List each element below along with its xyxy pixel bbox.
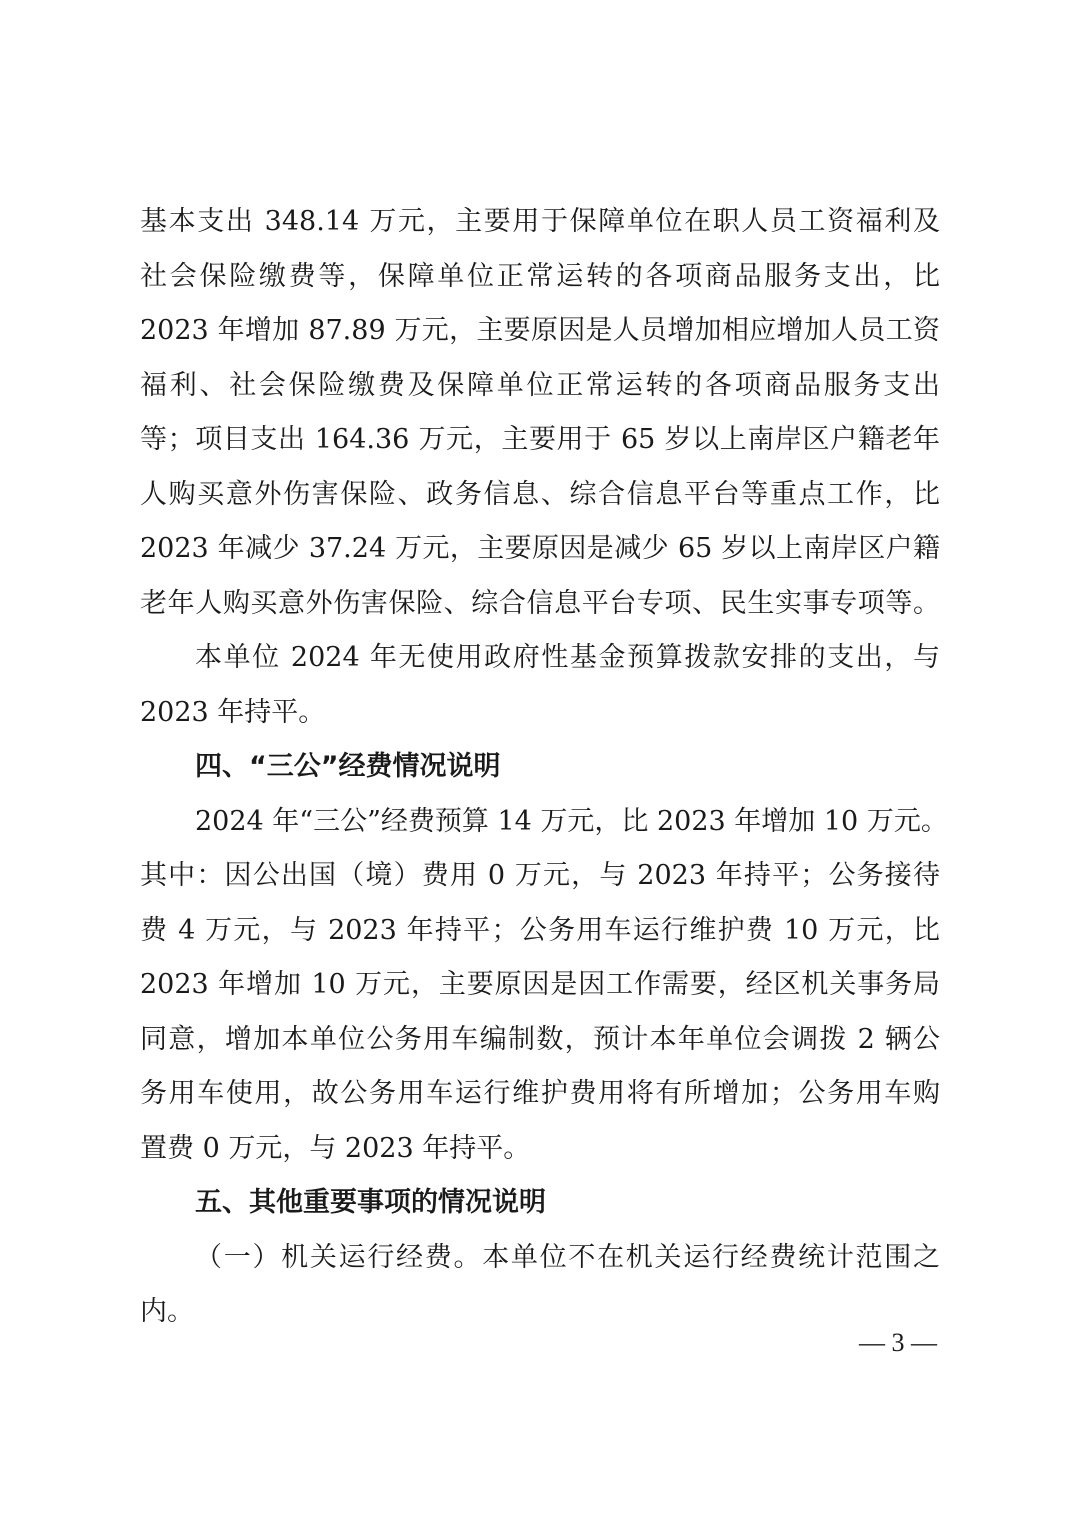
text-line: 2023 年持平。: [140, 696, 326, 728]
text-line: 其中：因公出国（境）费用 0 万元，与 2023 年持平；公务接待: [140, 860, 940, 891]
text-line: 福利、社会保险缴费及保障单位正常运转的各项商品服务支出: [140, 369, 940, 401]
text-line: 内。: [140, 1296, 194, 1327]
text-line: 老年人购买意外伤害保险、综合信息平台专项、民生实事专项等。: [140, 587, 940, 619]
text-line: 2023 年增加 87.89 万元，主要原因是人员增加相应增加人员工资: [140, 315, 940, 346]
fund-paragraph: [140, 631, 940, 740]
text-line: 2024 年“三公”经费预算 14 万元，比 2023 年增加 10 万元。: [195, 805, 948, 837]
text-line: 费 4 万元，与 2023 年持平；公务用车运行维护费 10 万元，比: [140, 914, 940, 946]
document-page: [140, 195, 948, 1340]
text-line: 基本支出 348.14 万元，主要用于保障单位在职人员工资福利及: [140, 206, 940, 237]
text-line: 本单位 2024 年无使用政府性基金预算拨款安排的支出，与: [195, 642, 940, 673]
text-line: 2023 年增加 10 万元，主要原因是因工作需要，经区机关事务局: [140, 969, 940, 1000]
text-line: 置费 0 万元，与 2023 年持平。: [140, 1132, 531, 1164]
text-line: 务用车使用，故公务用车运行维护费用将有所增加；公务用车购: [140, 1078, 940, 1109]
expenditure-paragraph: [140, 195, 940, 631]
text-line: 社会保险缴费等，保障单位正常运转的各项商品服务支出，比: [140, 260, 940, 292]
operating-expense-paragraph: [140, 1231, 940, 1340]
text-line: 同意，增加本单位公务用车编制数，预计本年单位会调拨 2 辆公: [140, 1023, 940, 1055]
section-heading-three-public: 四、“三公”经费情况说明: [195, 751, 501, 782]
page-number: — 3 —: [859, 1328, 937, 1357]
section-heading-other-matters: 五、其他重要事项的情况说明: [195, 1187, 546, 1218]
text-line: （一）机关运行经费。本单位不在机关运行经费统计范围之: [195, 1241, 940, 1273]
text-line: 等；项目支出 164.36 万元，主要用于 65 岁以上南岸区户籍老年: [140, 424, 940, 455]
text-line: 2023 年减少 37.24 万元，主要原因是减少 65 岁以上南岸区户籍: [140, 533, 940, 564]
text-line: 人购买意外伤害保险、政务信息、综合信息平台等重点工作，比: [140, 478, 940, 510]
three-public-paragraph: [140, 795, 948, 1177]
